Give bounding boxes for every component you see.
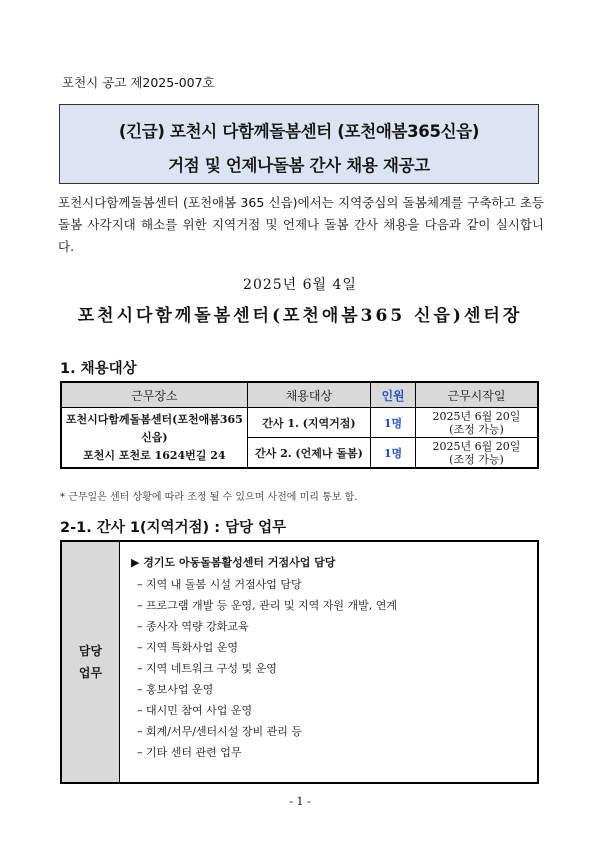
list-item: – 기타 센터 관련 업무 — [137, 746, 242, 759]
header-count: 인원 — [371, 382, 416, 408]
start-date-cell — [415, 408, 538, 438]
page-number: - 1 - — [289, 795, 311, 808]
list-item: – 프로그램 개발 등 운영, 관리 및 지역 자원 개발, 연계 — [137, 599, 397, 612]
organization-signature: 포천시다함께돌봄센터(포천애봄365 신읍)센터장 — [77, 306, 523, 326]
location-address: 포천시 포천로 1624번길 24 — [83, 448, 226, 462]
announcement-date: 2025년 6월 4일 — [243, 277, 357, 293]
start-date-cell — [415, 438, 538, 469]
section-1-title: 1. 채용대상 — [60, 361, 137, 377]
recruitment-table — [60, 381, 539, 469]
start-date: 2025년 6월 20일 — [432, 439, 521, 453]
title-line-1: (긴급) 포천시 다함께돌봄센터 (포천애봄365신읍) — [118, 122, 480, 141]
duties-box — [60, 540, 539, 784]
table-row — [61, 408, 538, 438]
role-cell: 간사 1. (지역거점) — [247, 408, 370, 438]
duties-label-line-2: 업무 — [78, 666, 103, 680]
header-target: 채용대상 — [247, 382, 370, 408]
table-header-row — [61, 382, 538, 408]
header-start-date: 근무시작일 — [415, 382, 538, 408]
start-date: 2025년 6월 20일 — [432, 409, 521, 423]
start-note: (조정 가능) — [449, 452, 504, 466]
role-cell: 간사 2. (언제나 돌봄) — [247, 438, 370, 469]
duties-label — [62, 542, 120, 782]
title-box — [59, 104, 539, 184]
list-item: – 회계/서무/센터시설 장비 관리 등 — [137, 725, 303, 738]
list-item: – 종사자 역량 강화교육 — [137, 620, 249, 633]
duties-content — [131, 552, 529, 763]
location-name: 포천시다함께돌봄센터(포천애봄365신읍) — [65, 412, 243, 444]
duties-label-line-1: 담당 — [78, 644, 103, 658]
count-cell: 1명 — [371, 438, 416, 469]
section-2-title: 2-1. 간사 1(지역거점) : 담당 업무 — [60, 520, 287, 536]
notice-number: 포천시 공고 제2025-007호 — [62, 75, 215, 90]
list-item: – 대시민 참여 사업 운영 — [137, 704, 253, 717]
intro-paragraph: 포천시다함께돌봄센터 (포천애봄 365 신읍)에서는 지역중심의 돌봄체계를 구축하고 초등돌봄 사각지대 해소를 위한 지역거점 및 언제나 돌봄 간사 채용을 다음과 같이 실시합니다. — [58, 195, 544, 254]
header-location: 근무장소 — [61, 382, 247, 408]
list-item: – 지역 특화사업 운영 — [137, 641, 238, 654]
footnote: * 근무일은 센터 상황에 따라 조정 될 수 있으며 사전에 미리 통보 함. — [60, 492, 358, 503]
duties-heading: ▶ 경기도 아동돌봄활성센터 거점사업 담당 — [131, 556, 336, 569]
list-item: – 지역 내 돌봄 시설 거점사업 담당 — [137, 578, 302, 591]
list-item: – 홍보사업 운영 — [137, 683, 214, 696]
work-location-cell — [61, 408, 247, 469]
start-note: (조정 가능) — [449, 422, 504, 436]
count-cell: 1명 — [371, 408, 416, 438]
list-item: – 지역 네트워크 구성 및 운영 — [137, 662, 277, 675]
title-line-2: 거점 및 언제나돌봄 간사 채용 재공고 — [168, 156, 430, 175]
